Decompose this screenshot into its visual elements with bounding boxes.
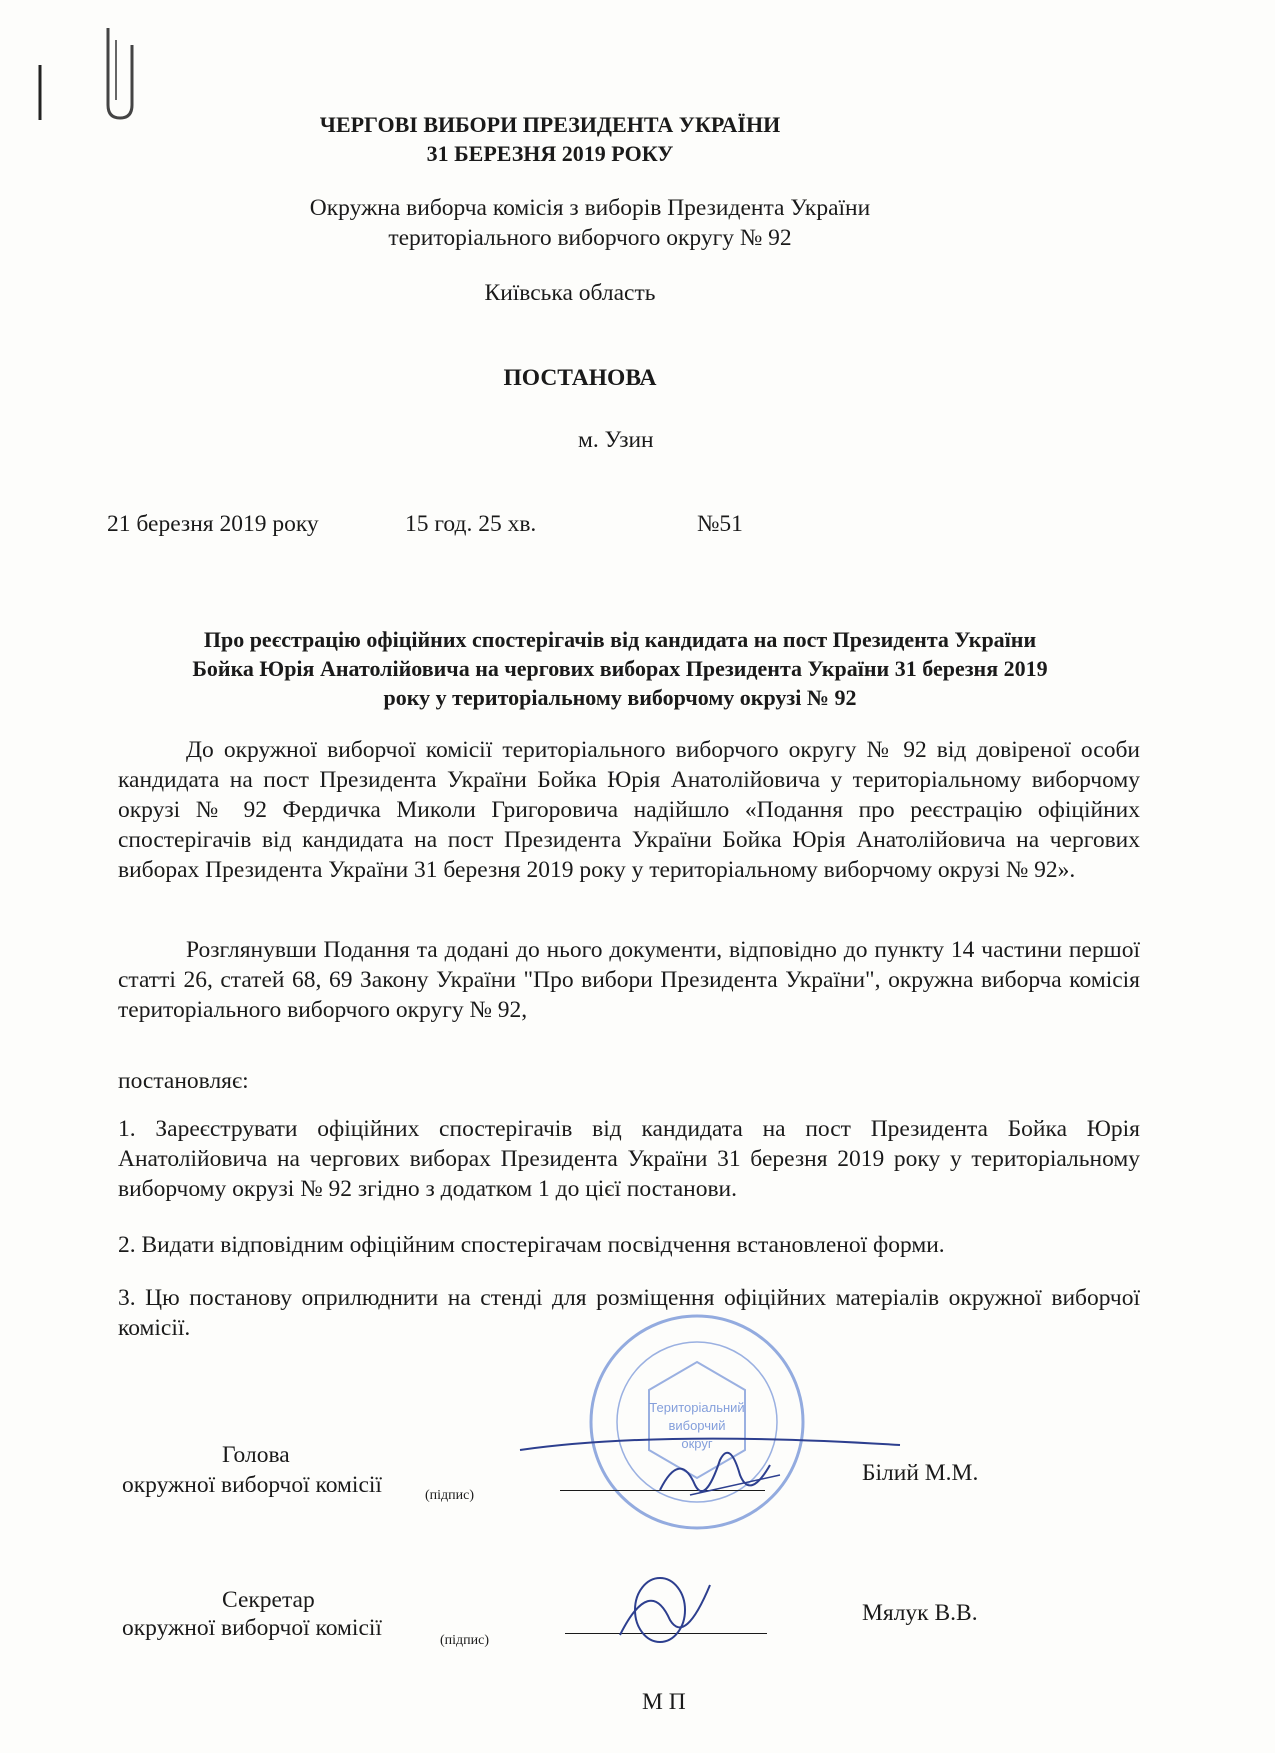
subject-line1: Про реєстрацію офіційних спостерігачів від кандидата на пост Президента України (203, 627, 1037, 652)
secretary-name: Мялук В.В. (862, 1600, 978, 1626)
resolves: постановляє: (118, 1068, 249, 1094)
doc-time: 15 год. 25 хв. (405, 511, 537, 537)
region: Київська область (484, 280, 656, 306)
item-3: 3. Цю постанову оприлюднити на стенді для розміщення офіційних матеріалів окружної виборчої комісії. (118, 1285, 1140, 1341)
seal-place: М П (642, 1689, 686, 1715)
paragraph-1: До окружної виборчої комісії територіального виборчого округу № 92 від довіреної особи кандидата на пост Президента України Бойка Юрія Анатолійовича у територіальному виборчому окрузі № 92 Фердичка Миколи Григоровича надійшло «Подання про реєстрацію офіційних спостерігачів від кандидата на пост Президента України Бойка Юрія Анатолійовича на чергових виборах Президента України 31 березня 2019 року у територіальному виборчому окрузі № 92». (118, 737, 1140, 883)
subject (100, 625, 1140, 712)
election-title-line2: 31 БЕРЕЗНЯ 2019 РОКУ (426, 141, 674, 166)
subject-line2: Бойка Юрія Анатолійовича на чергових виборах Президента України 31 березня 2019 (192, 656, 1048, 681)
secretary-title: Секретар (222, 1587, 315, 1613)
commission-name (260, 193, 920, 253)
commission-line2: територіального виборчого округу № 92 (388, 225, 792, 251)
secretary-sign-hint: (підпис) (440, 1633, 490, 1648)
doc-date: 21 березня 2019 року (107, 511, 319, 537)
paragraph-2: Розглянувши Подання та додані до нього документи, відповідно до пункту 14 частини першої статті 26, статей 68, 69 Закону України "Про вибори Президента України", окружна виборча комісія територіального виборчого округу № 92, (118, 937, 1140, 1023)
stamp-center-line3: округ (681, 1436, 713, 1451)
head-title: Голова (222, 1442, 290, 1468)
doc-number: №51 (697, 511, 743, 537)
secretary-org: окружної виборчої комісії (122, 1615, 382, 1641)
stamp-center-line1: Територіальний (649, 1400, 745, 1415)
stamp-center-line2: виборчий (668, 1418, 726, 1433)
election-title (300, 110, 800, 168)
head-name: Білий М.М. (862, 1460, 979, 1486)
item-1: 1. Зареєструвати офіційних спостерігачів від кандидата на пост Президента Бойка Юрія Анатолійовича на чергових виборах Президента України 31 березня 2019 року у територіальному виборчому окрузі № 92 згідно з додатком 1 до цієї постанови. (118, 1116, 1140, 1202)
commission-line1: Окружна виборча комісія з виборів Президента України (309, 195, 871, 221)
head-org: окружної виборчої комісії (122, 1472, 382, 1498)
doc-type: ПОСТАНОВА (503, 365, 657, 391)
head-sign-hint: (підпис) (425, 1488, 475, 1503)
election-title-line1: ЧЕРГОВІ ВИБОРИ ПРЕЗИДЕНТА УКРАЇНИ (319, 112, 781, 137)
place: м. Узин (578, 427, 654, 453)
item-2: 2. Видати відповідним офіційним спостерігачам посвідчення встановленої форми. (118, 1232, 945, 1258)
paper-clip-icon (28, 20, 138, 140)
secretary-signature-icon (600, 1565, 740, 1655)
head-signature-icon (510, 1415, 910, 1515)
subject-line3: року у територіальному виборчому окрузі № 92 (383, 685, 857, 710)
